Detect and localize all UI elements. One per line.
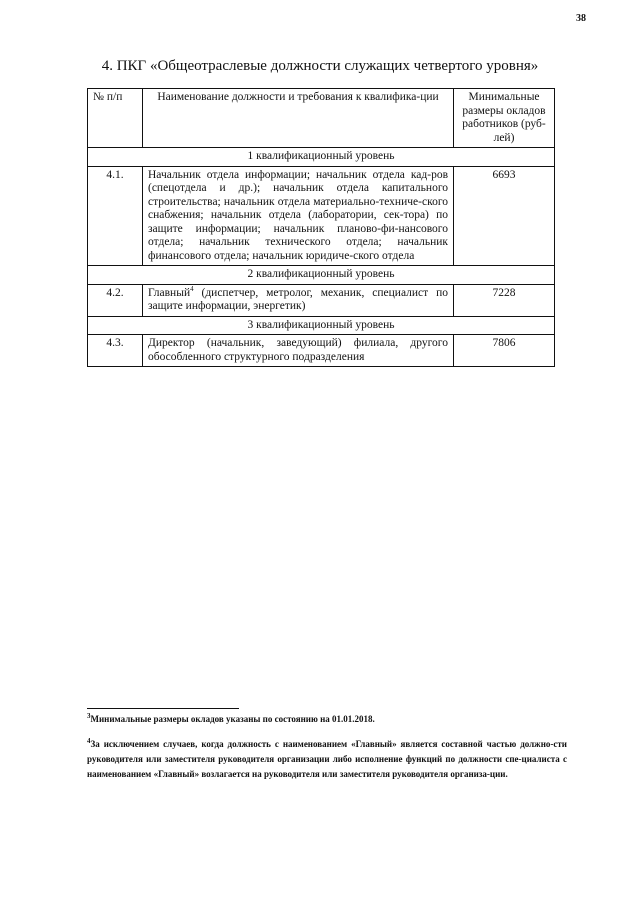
table-row <box>88 284 555 316</box>
row-position-name <box>143 284 454 316</box>
row-salary: 6693 <box>454 166 555 266</box>
section-heading: 4. ПКГ «Общеотраслевые должности служащих четвертого уровня» <box>101 58 539 74</box>
header-position-name: Наименование должности и требования к квалифика-ции <box>143 89 454 148</box>
level-label: 3 квалификационный уровень <box>88 316 555 335</box>
footnote-text: Минимальные размеры окладов указаны по состоянию на 01.01.2018. <box>90 714 375 724</box>
page-number: 38 <box>576 13 586 24</box>
table-header-row <box>88 89 555 148</box>
row-number: 4.2. <box>88 284 143 316</box>
row-salary: 7806 <box>454 335 555 367</box>
row-position-name: Начальник отдела информации; начальник отдела кад-ров (спецотдела и др.); начальник отдела капитального строительства; начальник отдела материально-техниче-ского снабжения; начальник отдела (лаборатории, сек-тора) по защите информации; начальник планово-фи-нансового отдела; начальник технического отдела; начальник финансового отдела; начальник юридиче-ского отдела <box>143 166 454 266</box>
row-salary: 7228 <box>454 284 555 316</box>
level-label: 1 квалификационный уровень <box>88 148 555 167</box>
salary-table <box>87 88 555 367</box>
footnote-ref: 4 <box>190 284 194 293</box>
row-position-name: Директор (начальник, заведующий) филиала, другого обособленного структурного подразделения <box>143 335 454 367</box>
header-min-salary: Минимальные размеры окладов работников (руб-лей) <box>454 89 555 148</box>
footnote-mark: 3 <box>87 712 91 720</box>
position-name-main: Главный <box>148 286 191 299</box>
footnote-separator <box>87 708 239 709</box>
header-number: № п/п <box>88 89 143 148</box>
table-row <box>88 335 555 367</box>
footnote-mark: 4 <box>87 737 91 745</box>
footnotes <box>87 712 567 792</box>
level-row <box>88 316 555 335</box>
footnote-text: За исключением случаев, когда должность с наименованием «Главный» является составной частью должно-сти руководителя или заместителя руководителя организации либо исполнение функций по должности спе-циалиста с наименованием «Главный» возлагается на руководителя или заместителя руководителя организа-ции. <box>87 739 567 779</box>
row-number: 4.1. <box>88 166 143 266</box>
footnote <box>87 737 567 782</box>
level-row <box>88 148 555 167</box>
footnote <box>87 712 567 727</box>
table-row <box>88 166 555 266</box>
position-name-rest: (диспетчер, метролог, механик, специалист по защите информации, энергетик) <box>148 286 448 312</box>
level-row <box>88 266 555 285</box>
row-number: 4.3. <box>88 335 143 367</box>
level-label: 2 квалификационный уровень <box>88 266 555 285</box>
